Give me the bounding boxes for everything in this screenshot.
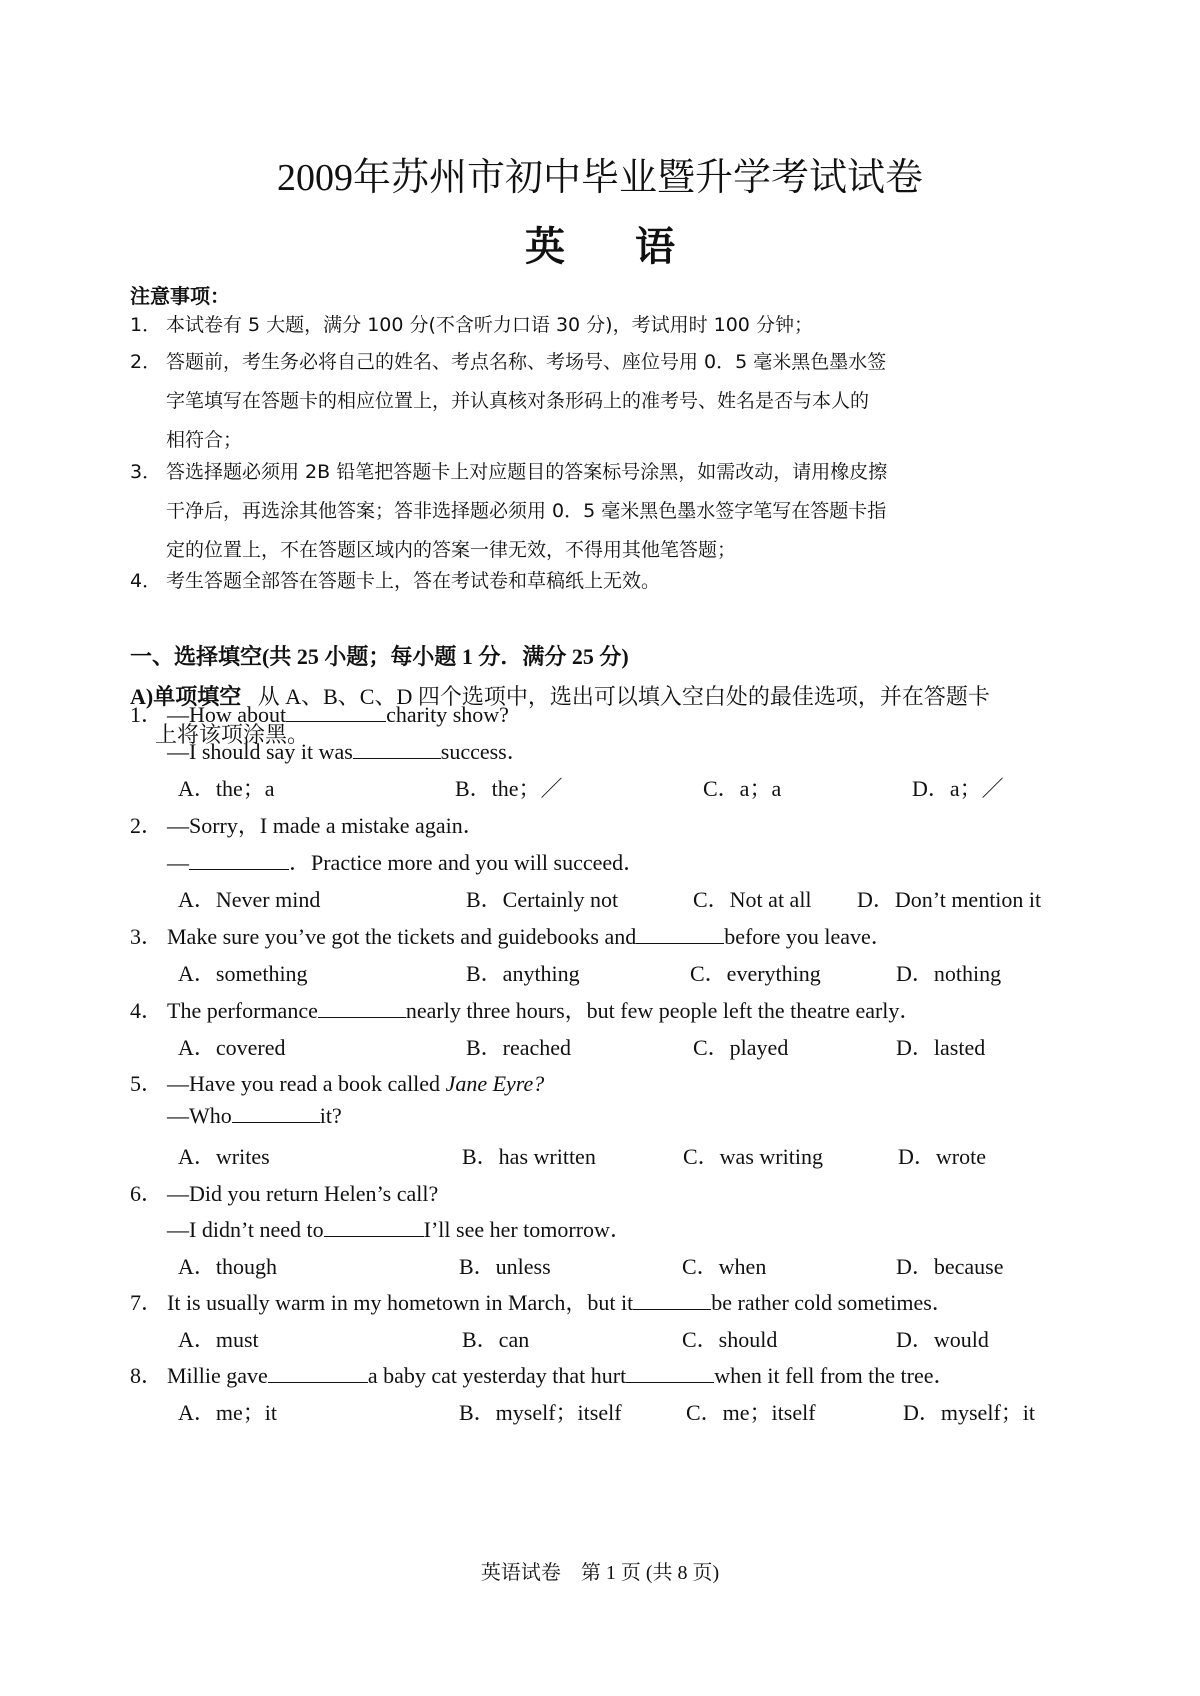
note-text: 相符合； xyxy=(166,429,243,451)
option-a[interactable]: A．must xyxy=(178,1327,259,1352)
option-d[interactable]: D．because xyxy=(896,1254,1004,1279)
option-a[interactable]: A．though xyxy=(178,1254,278,1279)
option-c[interactable]: C．a；a xyxy=(703,776,782,801)
option-b[interactable]: B．anything xyxy=(466,961,580,986)
option-b[interactable]: B．the；／ xyxy=(455,776,563,801)
option-d[interactable]: D．a；／ xyxy=(912,776,1004,801)
option-a[interactable]: A．the；a xyxy=(178,776,275,801)
option-a[interactable]: A．writes xyxy=(178,1144,270,1169)
answer-blank xyxy=(268,1364,368,1383)
option-d[interactable]: D．nothing xyxy=(896,961,1002,986)
option-b[interactable]: B．can xyxy=(462,1327,530,1352)
option-b[interactable]: B．unless xyxy=(459,1254,551,1279)
answer-blank xyxy=(353,740,441,759)
option-a[interactable]: A．Never mind xyxy=(178,887,321,912)
option-b[interactable]: B．Certainly not xyxy=(466,887,619,912)
option-d[interactable]: D．lasted xyxy=(896,1035,986,1060)
subsection-label: A)单项填空 xyxy=(130,684,242,709)
question: 7． It is usually warm in my hometown in March，but it be rather cold sometimes． xyxy=(130,1290,954,1315)
note-text: 考生答题全部答在答题卡上，答在考试卷和草稿纸上无效。 xyxy=(166,570,661,592)
answer-blank xyxy=(636,925,724,944)
note-text: 本试卷有 5 大题，满分 100 分(不含听力口语 30 分)，考试用时 100 分钟； xyxy=(166,314,813,336)
option-d[interactable]: D．Don’t mention it xyxy=(857,887,1042,912)
option-c[interactable]: C．should xyxy=(682,1327,778,1352)
option-b[interactable]: B．myself；itself xyxy=(459,1400,622,1425)
answer-blank xyxy=(324,1218,424,1237)
notes-heading: 注意事项： xyxy=(130,284,230,308)
note-item: 3． 答选择题必须用 2B 铅笔把答题卡上对应题目的答案标号涂黑，如需改动，请用橡皮擦 干净后，再选涂其他答案；答非选择题必须用 0．5 毫米黑色墨水签字笔写在答题卡指 定的位置上，不在答题区域内的答案一律无效，不得用其他笔答题； xyxy=(130,453,1090,570)
book-title: Jane Eyre? xyxy=(445,1071,545,1096)
option-c[interactable]: C．when xyxy=(682,1254,767,1279)
question: 4． The performance nearly three hours，but few people left the theatre early． xyxy=(130,998,922,1023)
option-c[interactable]: C．everything xyxy=(690,961,821,986)
option-b[interactable]: B．has written xyxy=(462,1144,596,1169)
answer-blank xyxy=(626,1364,714,1383)
note-text: 字笔填写在答题卡的相应位置上，并认真核对条形码上的准考号、姓名是否与本人的 xyxy=(166,390,870,412)
subject-char-1: 英 xyxy=(525,224,565,269)
note-item: 4． 考生答题全部答在答题卡上，答在考试卷和草稿纸上无效。 xyxy=(130,570,661,592)
question-line: —Who it? xyxy=(167,1103,342,1128)
question-line: —I should say it was success． xyxy=(167,739,529,764)
section-heading: 一、选择填空(共 25 小题；每小题 1 分．满分 25 分) xyxy=(130,644,629,669)
option-b[interactable]: B．reached xyxy=(466,1035,572,1060)
option-d[interactable]: D．wrote xyxy=(898,1144,986,1169)
question-line: —I didn’t need to I’ll see her tomorrow． xyxy=(167,1217,632,1242)
answer-blank xyxy=(633,1291,711,1310)
option-a[interactable]: A．covered xyxy=(178,1035,286,1060)
question: 6． —Did you return Helen’s call? xyxy=(130,1181,439,1206)
subsection-text: 从 A、B、C、D 四个选项中，选出可以填入空白处的最佳选项，并在答题卡 xyxy=(257,684,990,709)
note-text: 定的位置上，不在答题区域内的答案一律无效，不得用其他笔答题； xyxy=(166,539,737,561)
note-item: 1． 本试卷有 5 大题，满分 100 分(不含听力口语 30 分)，考试用时 100 分钟； xyxy=(130,314,813,336)
answer-blank xyxy=(232,1104,320,1123)
option-a[interactable]: A．something xyxy=(178,961,308,986)
option-c[interactable]: C．Not at all xyxy=(693,887,812,912)
subsection-text: 上将该项涂黑。 xyxy=(155,722,310,747)
question: 2． —Sorry，I made a mistake again． xyxy=(130,813,485,838)
question: 1． —How about charity show? xyxy=(130,702,509,727)
question-line: — ．Practice more and you will succeed． xyxy=(167,850,646,875)
option-c[interactable]: C．played xyxy=(693,1035,789,1060)
subject-title xyxy=(0,215,1200,272)
answer-blank xyxy=(189,851,289,870)
subject-char-2: 语 xyxy=(635,224,675,269)
option-c[interactable]: C．me；itself xyxy=(686,1400,816,1425)
option-d[interactable]: D．myself；it xyxy=(903,1400,1035,1425)
option-c[interactable]: C．was writing xyxy=(683,1144,823,1169)
question: 8． Millie gave a baby cat yesterday that hurt when it fell from the tree． xyxy=(130,1363,956,1388)
note-text: 答选择题必须用 2B 铅笔把答题卡上对应题目的答案标号涂黑，如需改动，请用橡皮擦 xyxy=(166,461,888,483)
option-a[interactable]: A．me；it xyxy=(178,1400,277,1425)
answer-blank xyxy=(318,999,406,1018)
note-text: 答题前，考生务必将自己的姓名、考点名称、考场号、座位号用 0．5 毫米黑色墨水签 xyxy=(166,351,887,373)
answer-blank xyxy=(286,703,386,722)
page-title: 2009年苏州市初中毕业暨升学考试试卷 xyxy=(276,157,923,199)
note-item: 2． 答题前，考生务必将自己的姓名、考点名称、考场号、座位号用 0．5 毫米黑色墨水签 字笔填写在答题卡的相应位置上，并认真核对条形码上的准考号、姓名是否与本人的 相符合； xyxy=(130,343,1090,460)
note-text: 干净后，再选涂其他答案；答非选择题必须用 0．5 毫米黑色墨水签字笔写在答题卡指 xyxy=(166,500,887,522)
question: 3． Make sure you’ve got the tickets and guidebooks and before you leave． xyxy=(130,924,893,949)
option-d[interactable]: D．would xyxy=(896,1327,989,1352)
question: 5． —Have you read a book called Jane Eyre? xyxy=(130,1071,545,1096)
page-footer: 英语试卷 第 1 页 (共 8 页) xyxy=(480,1562,720,1584)
